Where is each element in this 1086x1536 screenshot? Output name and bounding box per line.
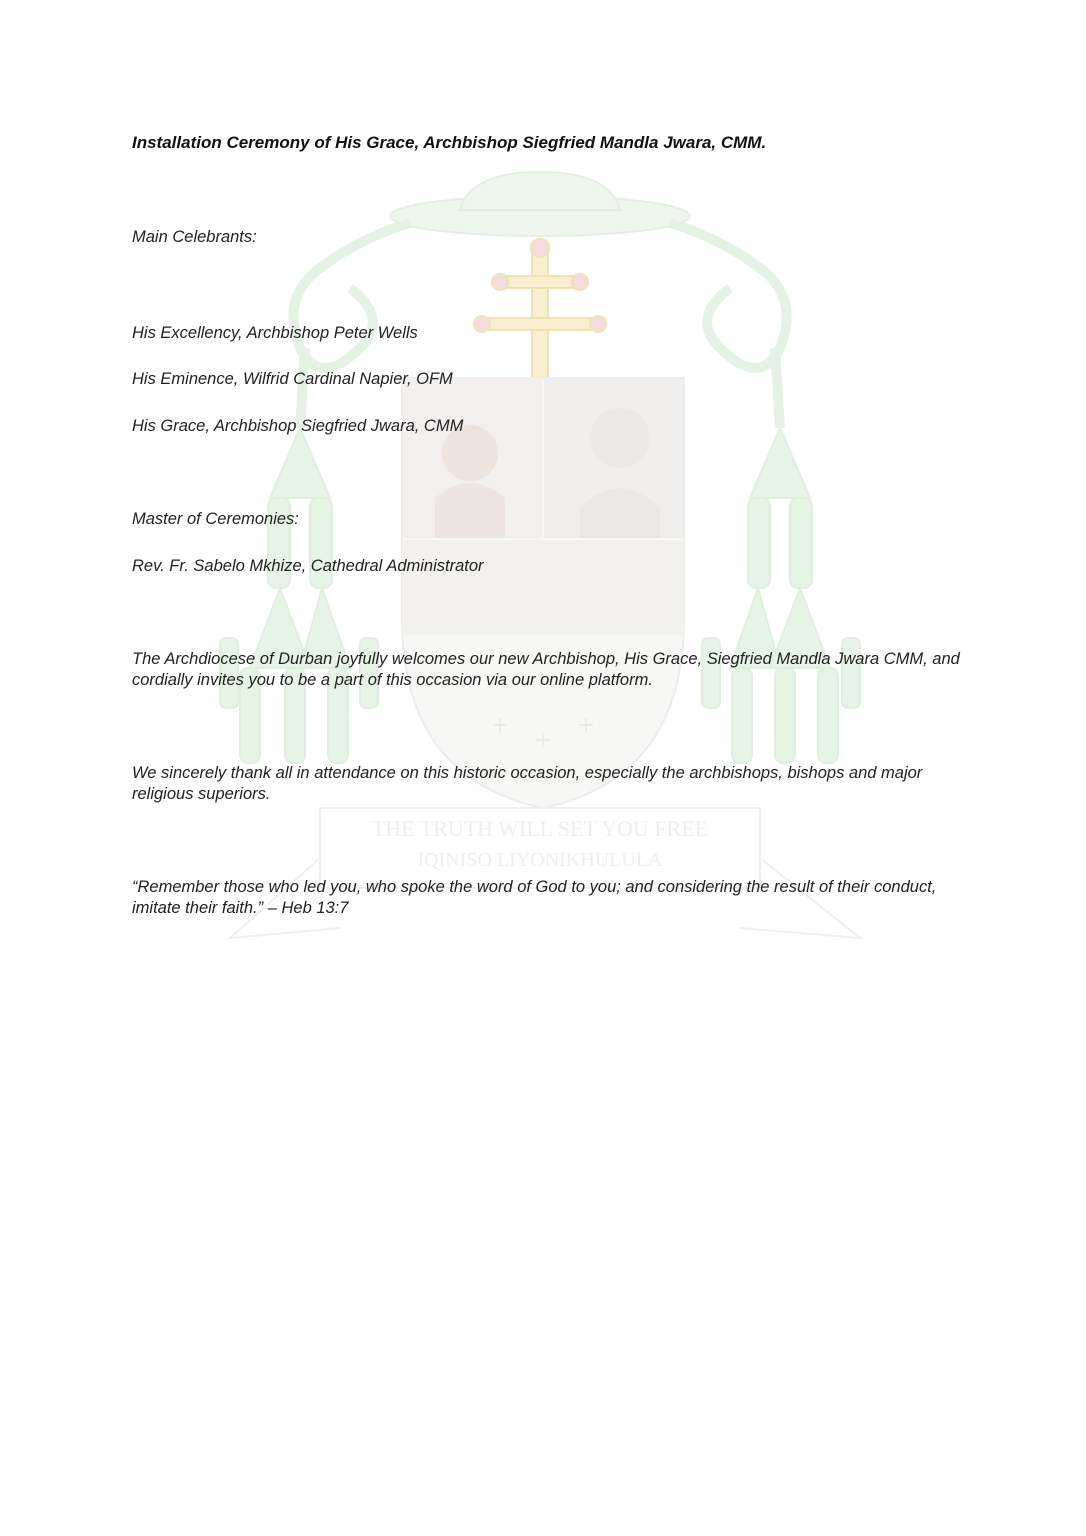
welcome-paragraph: The Archdiocese of Durban joyfully welcomes our new Archbishop, His Grace, Siegfried Mandla Jwara CMM, and cordially invites you to be a part of this occasion via our online platform. [132,650,960,689]
celebrant-item: His Eminence, Wilfrid Cardinal Napier, OFM [132,370,453,388]
motto-line-1: THE TRUTH WILL SET YOU FREE [371,816,709,841]
thanks-paragraph: We sincerely thank all in attendance on this historic occasion, especially the archbishops, bishops and major religious superiors. [132,764,923,803]
master-of-ceremonies-name: Rev. Fr. Sabelo Mkhize, Cathedral Administrator [132,557,484,575]
scripture-quote: “Remember those who led you, who spoke the word of God to you; and considering the result of their conduct, imitate their faith.” – Heb 13:7 [132,878,937,917]
celebrant-item: His Grace, Archbishop Siegfried Jwara, CMM [132,417,464,435]
motto-line-2: IQINISO LIYONIKHULULA [417,849,663,871]
main-celebrants-heading: Main Celebrants: [132,228,257,246]
document-title: Installation Ceremony of His Grace, Archbishop Siegfried Mandla Jwara, CMM. [132,133,767,152]
master-of-ceremonies-heading: Master of Ceremonies: [132,510,299,528]
celebrant-item: His Excellency, Archbishop Peter Wells [132,324,418,342]
